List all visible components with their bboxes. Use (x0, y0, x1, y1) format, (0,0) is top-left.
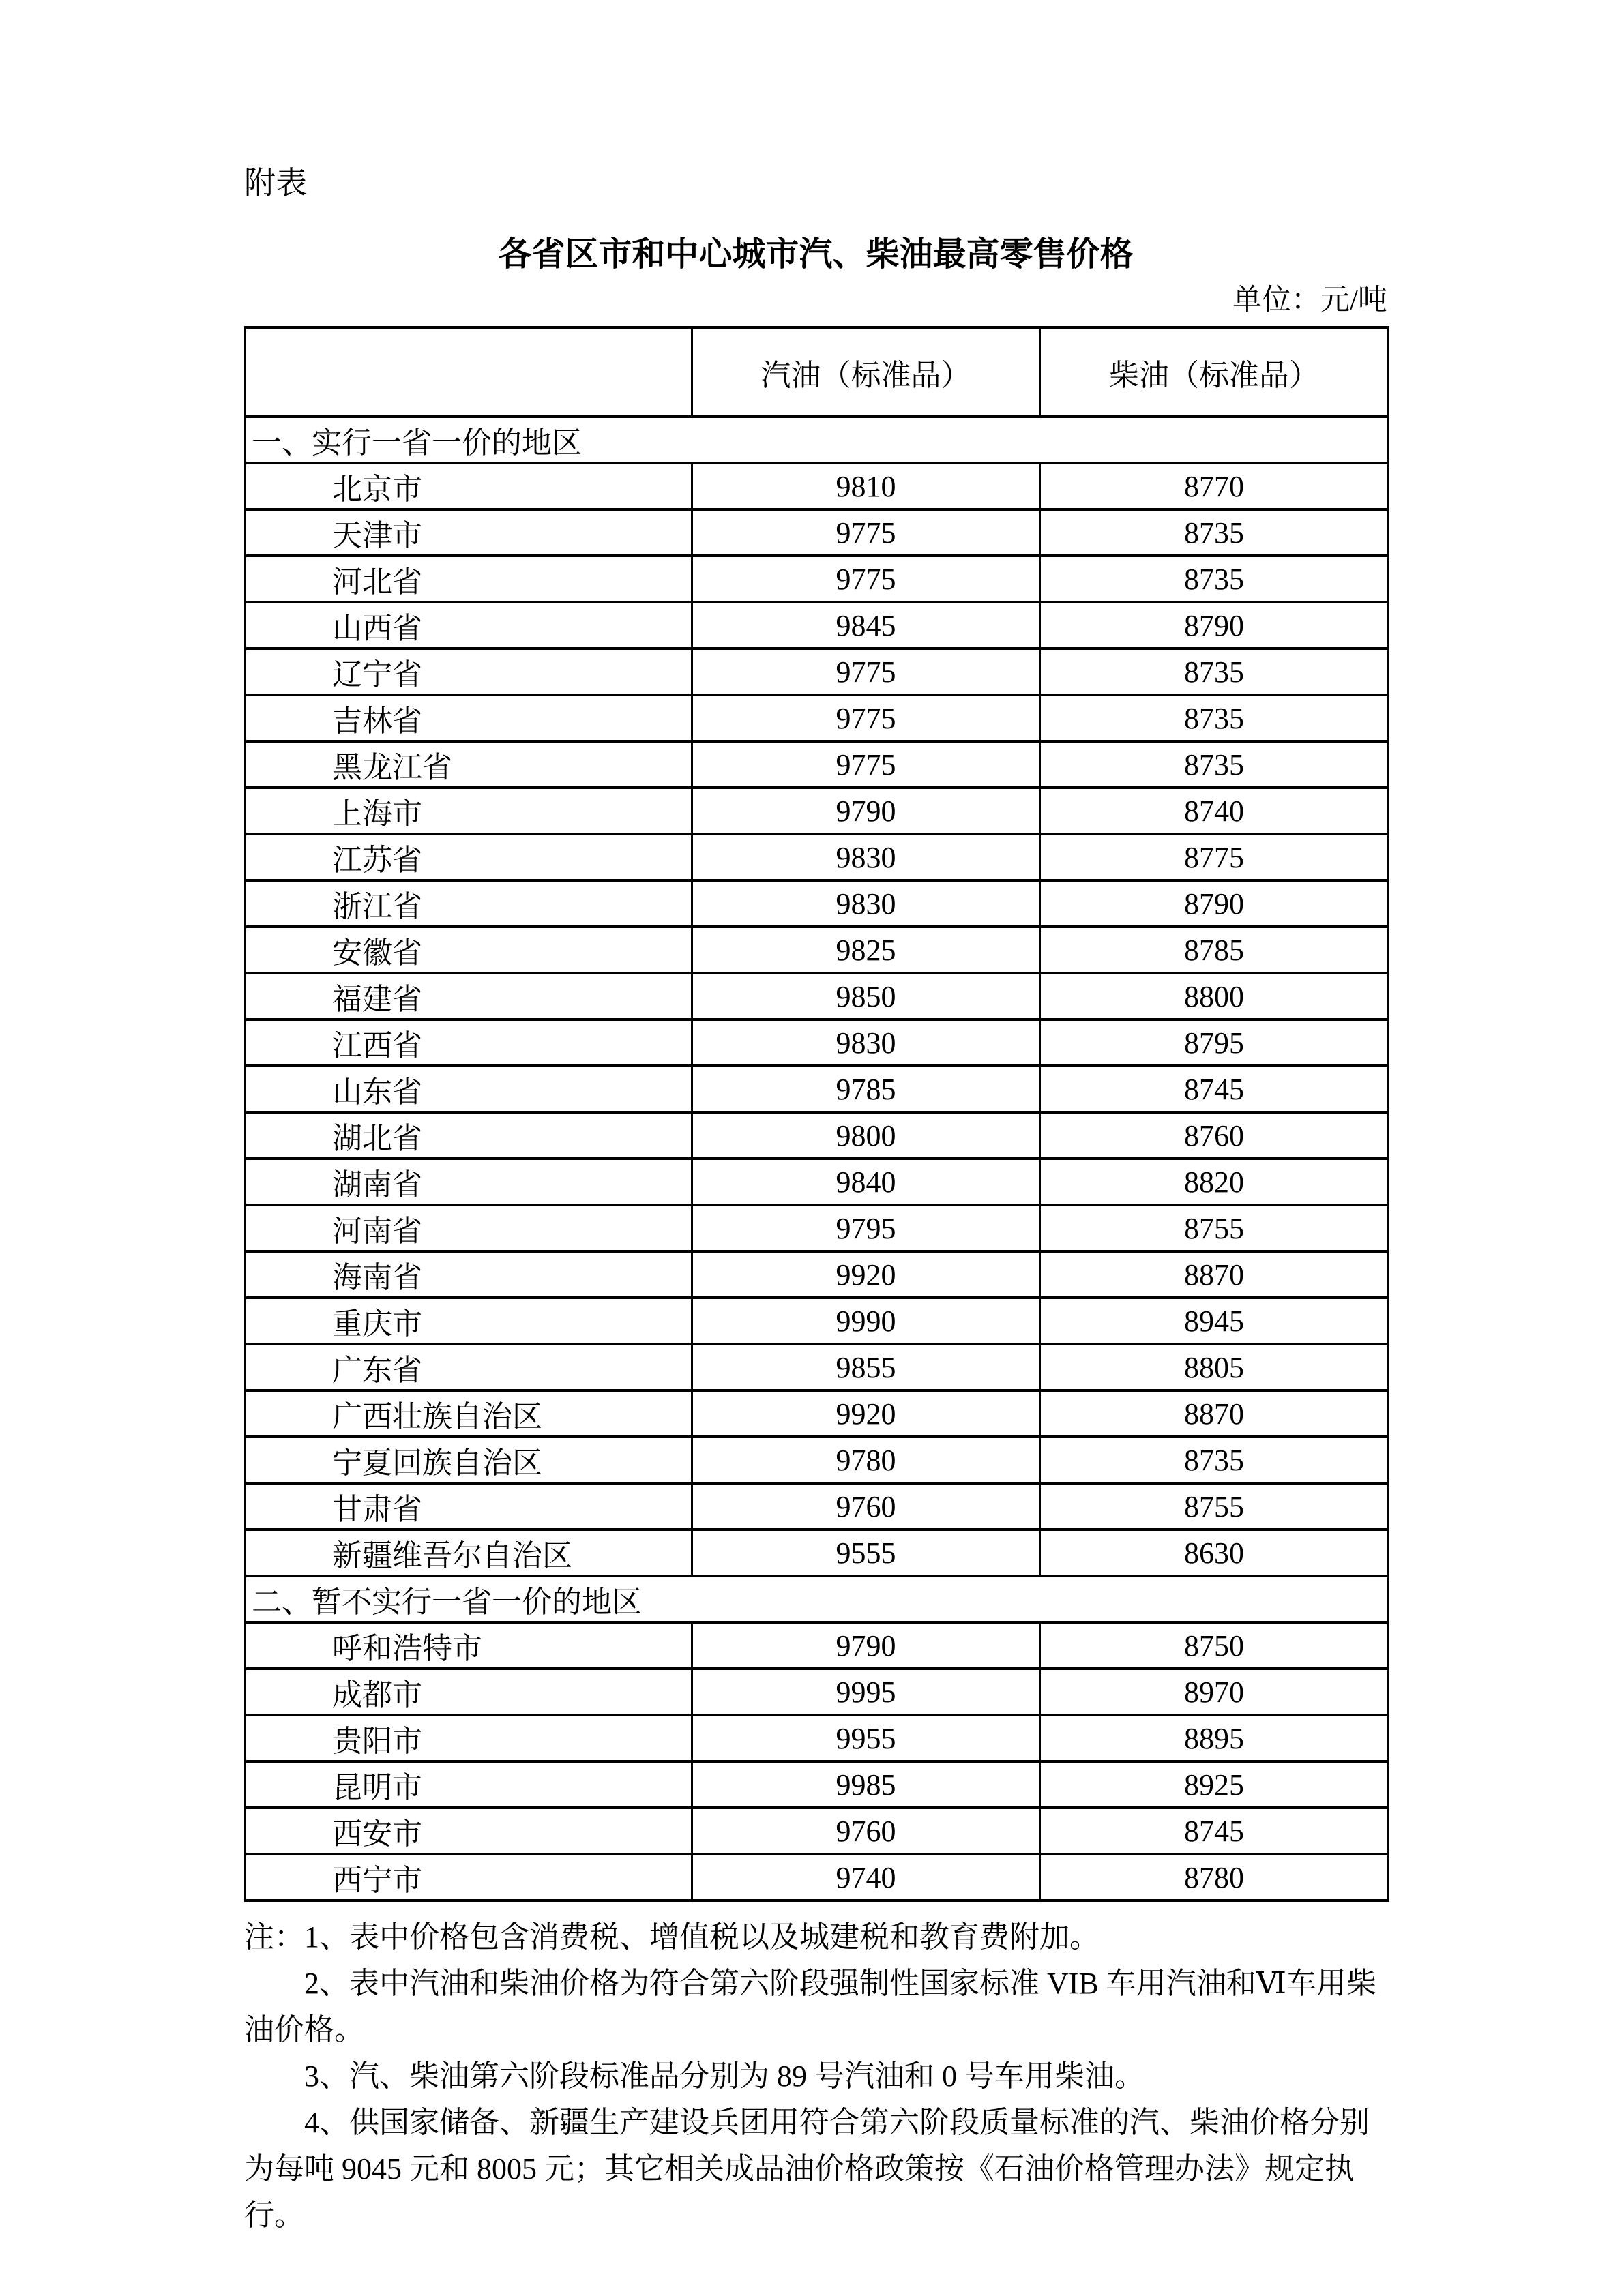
diesel-price-cell: 8755 (1040, 1205, 1389, 1251)
gasoline-price-cell: 9780 (692, 1437, 1040, 1483)
region-cell: 北京市 (246, 463, 692, 509)
region-cell: 河北省 (246, 556, 692, 602)
gasoline-price-cell: 9840 (692, 1159, 1040, 1205)
region-cell: 吉林省 (246, 695, 692, 741)
region-cell: 呼和浩特市 (246, 1622, 692, 1669)
gasoline-price-cell: 9810 (692, 463, 1040, 509)
gasoline-price-cell: 9855 (692, 1344, 1040, 1390)
region-cell: 甘肃省 (246, 1483, 692, 1530)
table-row (246, 1854, 1389, 1900)
table-row (246, 834, 1389, 880)
diesel-price-cell: 8795 (1040, 1019, 1389, 1066)
diesel-price-cell: 8870 (1040, 1251, 1389, 1298)
table-row (246, 1344, 1389, 1390)
diesel-price-cell: 8745 (1040, 1808, 1389, 1854)
region-cell: 重庆市 (246, 1298, 692, 1344)
diesel-price-cell: 8945 (1040, 1298, 1389, 1344)
region-cell: 上海市 (246, 788, 692, 834)
gasoline-price-cell: 9830 (692, 1019, 1040, 1066)
diesel-price-cell: 8735 (1040, 741, 1389, 788)
diesel-price-cell: 8790 (1040, 880, 1389, 927)
diesel-price-cell: 8755 (1040, 1483, 1389, 1530)
region-cell: 江苏省 (246, 834, 692, 880)
table-row (246, 1205, 1389, 1251)
gasoline-price-cell: 9825 (692, 927, 1040, 973)
gasoline-price-cell: 9775 (692, 556, 1040, 602)
gasoline-price-cell: 9555 (692, 1530, 1040, 1576)
diesel-price-cell: 8790 (1040, 602, 1389, 648)
region-cell: 山东省 (246, 1066, 692, 1112)
table-row (246, 695, 1389, 741)
header-row (246, 327, 1389, 417)
diesel-price-cell: 8735 (1040, 695, 1389, 741)
table-row (246, 741, 1389, 788)
table-row (246, 463, 1389, 509)
diesel-price-cell: 8895 (1040, 1715, 1389, 1761)
gasoline-price-cell: 9775 (692, 741, 1040, 788)
region-cell: 新疆维吾尔自治区 (246, 1530, 692, 1576)
table-row (246, 927, 1389, 973)
gasoline-price-cell: 9830 (692, 834, 1040, 880)
gasoline-price-cell: 9760 (692, 1808, 1040, 1854)
note-paragraph: 3、汽、柴油第六阶段标准品分别为 89 号汽油和 0 号车用柴油。 (304, 2059, 1145, 2093)
gasoline-price-cell: 9795 (692, 1205, 1040, 1251)
gasoline-price-cell: 9845 (692, 602, 1040, 648)
gasoline-price-cell: 9995 (692, 1669, 1040, 1715)
diesel-price-cell: 8780 (1040, 1854, 1389, 1900)
note-paragraph: 4、供国家储备、新疆生产建设兵团用符合第六阶段质量标准的汽、柴油价格分别为每吨 9045 元和 8005 元；其它相关成品油价格政策按《石油价格管理办法》规定执行。 (244, 2106, 1370, 2232)
table-row (246, 1530, 1389, 1576)
region-cell: 宁夏回族自治区 (246, 1437, 692, 1483)
diesel-price-cell: 8750 (1040, 1622, 1389, 1669)
table-header (246, 327, 1389, 417)
gasoline-price-cell: 9790 (692, 788, 1040, 834)
gasoline-price-cell: 9785 (692, 1066, 1040, 1112)
document-content (244, 0, 1387, 2239)
diesel-price-cell: 8870 (1040, 1390, 1389, 1437)
region-cell: 广东省 (246, 1344, 692, 1390)
diesel-price-cell: 8925 (1040, 1761, 1389, 1808)
gasoline-price-cell: 9775 (692, 648, 1040, 695)
table-row (246, 1251, 1389, 1298)
table-row (246, 880, 1389, 927)
region-cell: 江西省 (246, 1019, 692, 1066)
table-row (246, 1622, 1389, 1669)
section-header-row (246, 1576, 1389, 1622)
region-cell: 西安市 (246, 1808, 692, 1854)
table-row (246, 1761, 1389, 1808)
notes-block (244, 1914, 1387, 2239)
region-cell: 天津市 (246, 509, 692, 556)
diesel-price-cell: 8800 (1040, 973, 1389, 1019)
diesel-price-cell: 8760 (1040, 1112, 1389, 1159)
table-row (246, 509, 1389, 556)
gasoline-price-cell: 9920 (692, 1251, 1040, 1298)
diesel-price-cell: 8820 (1040, 1159, 1389, 1205)
table-body (246, 417, 1389, 1900)
region-cell: 辽宁省 (246, 648, 692, 695)
section-header-row (246, 417, 1389, 463)
region-cell: 海南省 (246, 1251, 692, 1298)
table-row (246, 1715, 1389, 1761)
table-row (246, 556, 1389, 602)
region-cell: 福建省 (246, 973, 692, 1019)
table-row (246, 1437, 1389, 1483)
diesel-price-cell: 8740 (1040, 788, 1389, 834)
table-row (246, 1298, 1389, 1344)
header-diesel: 柴油（标准品） (1040, 327, 1389, 417)
gasoline-price-cell: 9850 (692, 973, 1040, 1019)
region-cell: 成都市 (246, 1669, 692, 1715)
note-paragraph: 注：1、表中价格包含消费税、增值税以及城建税和教育费附加。 (244, 1920, 1099, 1954)
header-gasoline: 汽油（标准品） (692, 327, 1040, 417)
region-cell: 广西壮族自治区 (246, 1390, 692, 1437)
diesel-price-cell: 8785 (1040, 927, 1389, 973)
price-table (244, 326, 1389, 1902)
table-row (246, 648, 1389, 695)
diesel-price-cell: 8775 (1040, 834, 1389, 880)
gasoline-price-cell: 9955 (692, 1715, 1040, 1761)
region-cell: 河南省 (246, 1205, 692, 1251)
region-cell: 湖北省 (246, 1112, 692, 1159)
diesel-price-cell: 8745 (1040, 1066, 1389, 1112)
region-cell: 安徽省 (246, 927, 692, 973)
gasoline-price-cell: 9760 (692, 1483, 1040, 1530)
table-row (246, 1066, 1389, 1112)
table-row (246, 1390, 1389, 1437)
gasoline-price-cell: 9985 (692, 1761, 1040, 1808)
gasoline-price-cell: 9800 (692, 1112, 1040, 1159)
region-cell: 西宁市 (246, 1854, 692, 1900)
region-cell: 浙江省 (246, 880, 692, 927)
gasoline-price-cell: 9775 (692, 695, 1040, 741)
region-cell: 湖南省 (246, 1159, 692, 1205)
table-row (246, 1483, 1389, 1530)
diesel-price-cell: 8805 (1040, 1344, 1389, 1390)
table-row (246, 1669, 1389, 1715)
attachment-tag: 附表 (244, 166, 307, 200)
gasoline-price-cell: 9990 (692, 1298, 1040, 1344)
diesel-price-cell: 8735 (1040, 1437, 1389, 1483)
region-cell: 昆明市 (246, 1761, 692, 1808)
page-title: 各省区市和中心城市汽、柴油最高零售价格 (498, 236, 1134, 273)
region-cell: 贵阳市 (246, 1715, 692, 1761)
diesel-price-cell: 8735 (1040, 509, 1389, 556)
diesel-price-cell: 8770 (1040, 463, 1389, 509)
gasoline-price-cell: 9830 (692, 880, 1040, 927)
note-paragraph: 2、表中汽油和柴油价格为符合第六阶段强制性国家标准 VIB 车用汽油和Ⅵ车用柴油价格。 (244, 1967, 1377, 2046)
gasoline-price-cell: 9740 (692, 1854, 1040, 1900)
diesel-price-cell: 8970 (1040, 1669, 1389, 1715)
diesel-price-cell: 8735 (1040, 648, 1389, 695)
table-row (246, 1019, 1389, 1066)
unit-label: 单位：元/吨 (1232, 284, 1387, 316)
table-row (246, 973, 1389, 1019)
table-row (246, 788, 1389, 834)
table-row (246, 602, 1389, 648)
gasoline-price-cell: 9790 (692, 1622, 1040, 1669)
region-cell: 黑龙江省 (246, 741, 692, 788)
section-header: 二、暂不实行一省一价的地区 (246, 1576, 1389, 1622)
diesel-price-cell: 8735 (1040, 556, 1389, 602)
table-row (246, 1159, 1389, 1205)
diesel-price-cell: 8630 (1040, 1530, 1389, 1576)
section-header: 一、实行一省一价的地区 (246, 417, 1389, 463)
gasoline-price-cell: 9775 (692, 509, 1040, 556)
table-row (246, 1112, 1389, 1159)
header-region (246, 327, 692, 417)
table-row (246, 1808, 1389, 1854)
gasoline-price-cell: 9920 (692, 1390, 1040, 1437)
region-cell: 山西省 (246, 602, 692, 648)
